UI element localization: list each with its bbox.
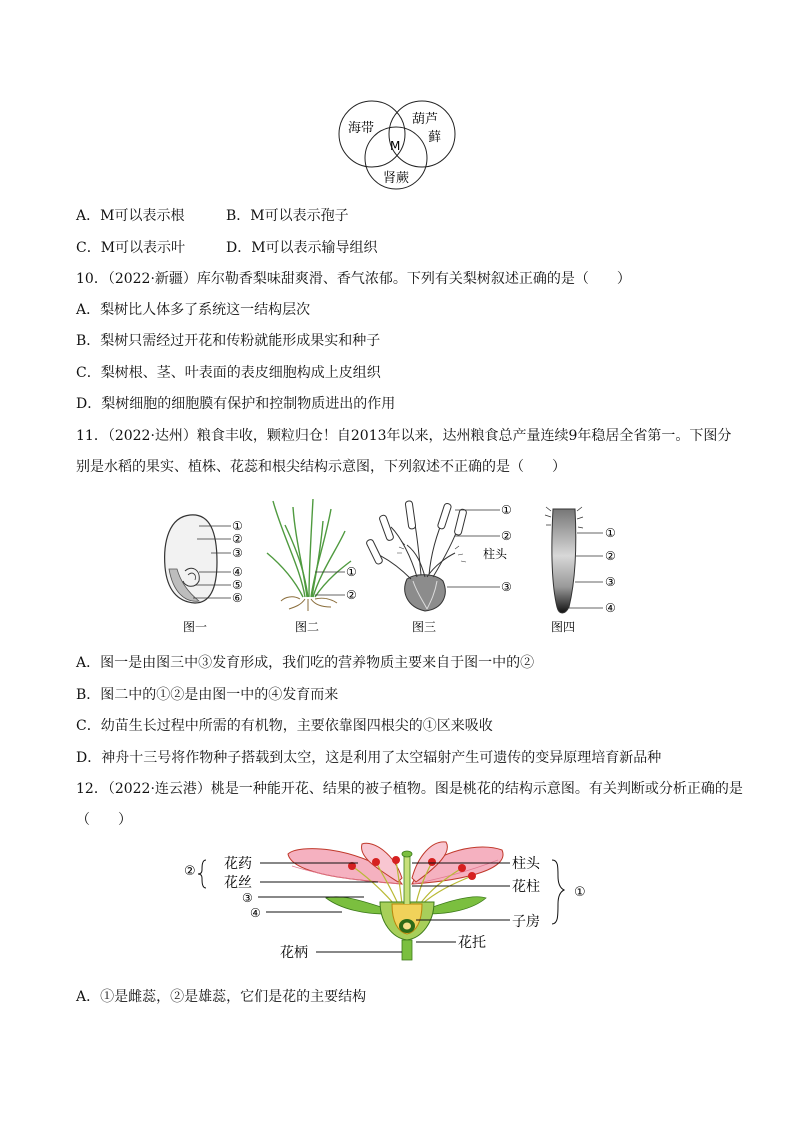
q11-stem-line1: 11．（2022·达州）粮食丰收，颗粒归仓！自2013年以来，达州粮食总产量连续9年稳居全省第一。下图分	[76, 428, 732, 444]
label-receptacle: 花托	[458, 935, 486, 951]
label-circle-2: ②	[184, 864, 196, 879]
fig1-label-3: ③	[232, 546, 243, 560]
label-ovary: 子房	[512, 914, 540, 930]
label-anther: 花药	[224, 856, 252, 872]
fig4-label-2: ②	[605, 549, 616, 563]
venn-label-left: 海带	[348, 121, 375, 136]
q12-option-a: A．①是雌蕊，②是雄蕊，它们是花的主要结构	[76, 989, 367, 1005]
q11-stem-line2: 别是水稻的果实、植株、花蕊和根尖结构示意图，下列叙述不正确的是（ ）	[76, 459, 566, 475]
fig4-root-tip	[545, 507, 616, 634]
label-stalk: 花柄	[280, 945, 308, 961]
fig1-caption: 图一	[183, 620, 208, 634]
fig3-label-stigma: 柱头	[483, 547, 508, 561]
label-circle-4: ④	[250, 906, 261, 920]
fig3-label-1: ①	[501, 503, 512, 517]
fig4-label-3: ③	[605, 575, 616, 589]
q12-stem-line1: 12．（2022·连云港）桃是一种能开花、结果的被子植物。图是桃花的结构示意图。有关判断或分析正确的是	[76, 781, 743, 797]
q11-option-b: B．图二中的①②是由图一中的④发育而来	[76, 687, 339, 703]
fig1-rice-seed	[165, 515, 243, 634]
fig3-rice-flower	[366, 501, 467, 611]
venn-label-right-top: 葫芦	[412, 112, 439, 127]
label-circle-3: ③	[242, 891, 253, 905]
fig3-label-2: ②	[501, 529, 512, 543]
q11-option-a: A．图一是由图三中③发育形成，我们吃的营养物质主要来自于图一中的②	[76, 655, 535, 671]
fig1-label-5: ⑤	[232, 578, 243, 592]
venn-label-center: M	[390, 139, 401, 153]
fig4-caption: 图四	[551, 620, 576, 634]
fig4-label-4: ④	[605, 601, 616, 615]
label-style: 花柱	[512, 879, 540, 895]
q9-option-b: B．M可以表示孢子	[226, 208, 349, 224]
venn-label-bottom: 肾蕨	[383, 171, 410, 186]
q10-option-d: D．梨树细胞的细胞膜有保护和控制物质进出的作用	[76, 396, 396, 412]
fig3-label-3: ③	[501, 580, 512, 594]
q11-option-c: C．幼苗生长过程中所需的有机物，主要依靠图四根尖的①区来吸收	[76, 718, 493, 734]
label-stigma: 柱头	[512, 856, 540, 872]
label-filament: 花丝	[224, 875, 252, 891]
fig4-label-1: ①	[605, 526, 616, 540]
q12-stem-line2: （ ）	[76, 812, 132, 828]
q10-option-c: C．梨树根、茎、叶表面的表皮细胞构成上皮组织	[76, 365, 381, 381]
venn-circle-right	[389, 101, 455, 167]
fig1-label-2: ②	[232, 532, 243, 546]
q9-option-a: A．M可以表示根	[76, 208, 185, 224]
fig3-caption: 图三	[412, 620, 437, 634]
q9-option-d: D．M可以表示输导组织	[226, 240, 378, 256]
fig2-caption: 图二	[295, 620, 320, 634]
fig1-label-4: ④	[232, 565, 243, 579]
fig1-label-1: ①	[232, 519, 243, 533]
q10-option-a: A．梨树比人体多了系统这一结构层次	[76, 302, 311, 318]
fig2-label-1: ①	[346, 565, 357, 579]
venn-label-right-bottom: 藓	[428, 130, 442, 145]
peach-flower-figure	[180, 840, 610, 965]
q10-option-b: B．梨树只需经过开花和传粉就能形成果实和种子	[76, 333, 381, 349]
label-circle-1: ①	[574, 885, 586, 900]
fig2-rice-plant	[267, 499, 351, 611]
fig2-label-2: ②	[346, 588, 357, 602]
rice-figure	[155, 497, 640, 642]
q9-option-c: C．M可以表示叶	[76, 240, 186, 256]
q11-option-d: D．神舟十三号将作物种子搭载到太空，这是利用了太空辐射产生可遗传的变异原理培育新品种	[76, 750, 662, 766]
q10-stem: 10．（2022·新疆）库尔勒香梨味甜爽滑、香气浓郁。下列有关梨树叙述正确的是（ ）	[76, 271, 631, 287]
fig1-label-6: ⑥	[232, 591, 243, 605]
venn-diagram	[330, 96, 466, 196]
